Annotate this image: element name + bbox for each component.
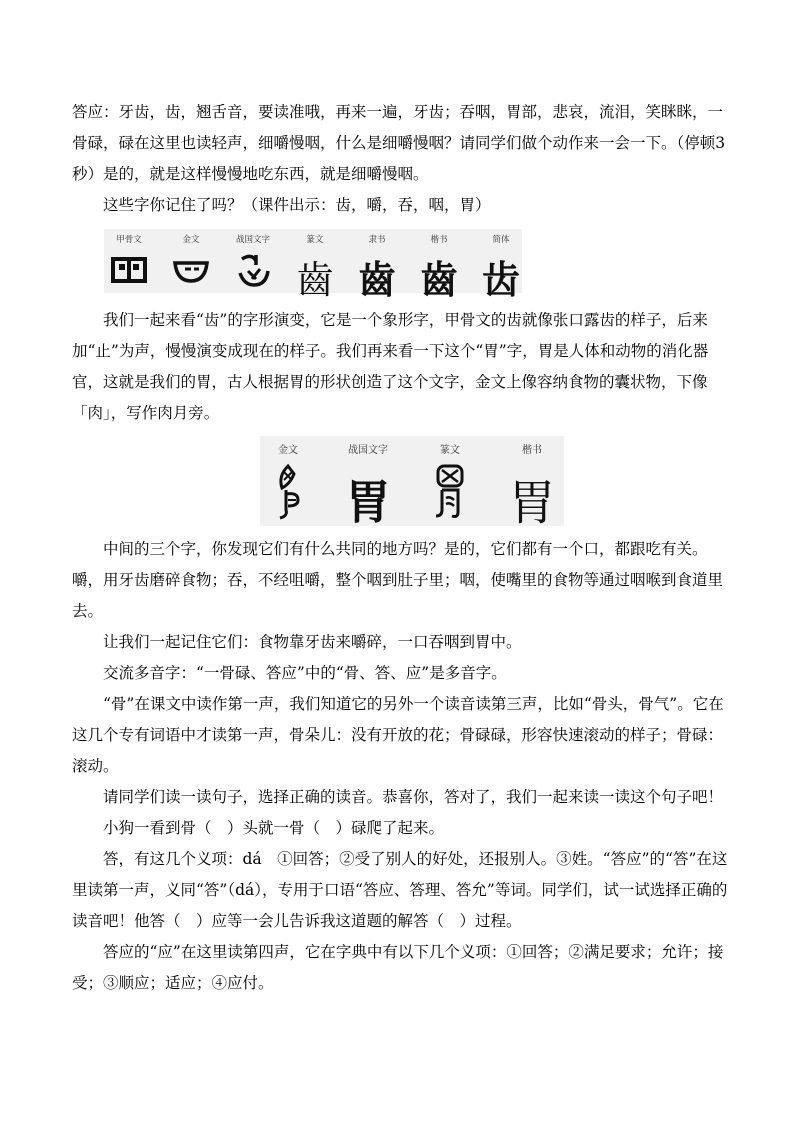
jinwen-chi-glyph: [171, 255, 211, 285]
paragraph-choose-reading: 请同学们读一读句子，选择正确的读音。恭喜你，答对了，我们一起来读一读这个句子吧！: [103, 788, 724, 806]
figure-wei-evolution: [260, 436, 564, 531]
paragraph-exercise-gu: 小狗一看到骨（ ）头就一骨（ ）碌爬了起来。: [103, 819, 445, 837]
zhanguo-chi-glyph: [234, 251, 274, 291]
jinwen-wei-glyph: [272, 462, 306, 520]
label-jiaguwen: 甲骨文: [116, 235, 142, 245]
paragraph-answer-pronunciation: 答应：牙齿，齿，翘舌音，要读准哦，再来一遍，牙齿；吞咽，胃部，悲哀，流泪，笑眯眯，一骨碌，碌在这里也读轻声，细嚼慢咽，什么是细嚼慢咽？请同学们做个动作来一会一下。（停顿3秒）是的，就是这样慢慢地吃东西，就是细嚼慢咽。: [72, 103, 726, 183]
figure-chi-evolution: [104, 229, 522, 302]
zhuanwen-wei-glyph: [430, 462, 470, 520]
paragraph-gu-reading: “骨”在课文中读作第一声，我们知道它的另外一个读音读第三声，比如“骨头，骨气”。它在这几个专有词语中才读第一声，骨朵儿：没有开放的花；骨碌碌，形容快速滚动的样子；骨碌：滚动。: [72, 695, 724, 775]
paragraph-polyphone-intro: 交流多音字：“一骨碌、答应”中的“骨、答、应”是多音字。: [103, 664, 507, 682]
zhuanwen-chi-glyph: 齒: [295, 258, 335, 302]
paragraph-da-meanings: 答，有这几个义项：dá ①回答；②受了别人的好处，还报别人。③姓。“答应”的“答”在这里读第一声，义同“答”（dá），专用于口语“答应、答理、答允”等词。同学们，试一试选择正确的读音吧！他答（ ）应等一会儿告诉我这道题的解答（ ）过程。: [72, 850, 728, 930]
label-kaishu: 楷书: [430, 235, 448, 245]
label-jinwen: 金文: [182, 235, 200, 245]
jianti-chi-glyph: 齿: [481, 257, 521, 302]
label-jinwen-wei: 金文: [278, 445, 298, 456]
paragraph-review-chars: 这些字你记住了吗？（课件出示：齿，嚼，吞，咽，胃）: [103, 196, 491, 214]
paragraph-chi-wei-explanation: 我们一起来看“齿”的字形演变，它是一个象形字，甲骨文的齿就像张口露齿的样子，后来加“止”为声，慢慢演变成现在的样子。我们再来看一下这个“胃”字，胃是人体和动物的消化器官，这就是我们的胃，古人根据胃的形状创造了这个文字，金文上像容纳食物的囊状物，下像「肉」，写作肉月旁。: [72, 311, 709, 422]
jiaguwen-chi-glyph: [109, 253, 149, 287]
label-zhanguo: 战国文字: [235, 235, 271, 245]
zhanguo-wei-glyph: 胃: [345, 475, 391, 529]
label-kaishu-wei: 楷书: [522, 445, 542, 456]
paragraph-memorize: 让我们一起记住它们：食物靠牙齿来嚼碎，一口吞咽到胃中。: [103, 633, 522, 651]
label-zhuanwen: 篆文: [306, 235, 324, 245]
paragraph-ying-meanings: 答应的“应”在这里读第四声，它在字典中有以下几个义项：①回答；②满足要求；允许；接受；③顺应；适应；④应付。: [72, 943, 724, 992]
label-jianti: 简体: [492, 235, 510, 245]
kaishu-wei-glyph: 胃: [507, 475, 557, 531]
kaishu-chi-glyph: 齒: [419, 257, 459, 302]
label-lishu: 隶书: [368, 235, 386, 245]
label-zhanguo-wei: 战国文字: [348, 445, 388, 456]
paragraph-common-feature: 中间的三个字，你发现它们有什么共同的地方吗？是的，它们都有一个口，都跟吃有关。嚼，用牙齿磨碎食物；吞，不经咀嚼，整个咽到肚子里；咽，使嘴里的食物等通过咽喉到食道里去。: [72, 540, 724, 620]
lishu-chi-glyph: 齒: [357, 257, 397, 302]
label-zhuanwen-wei: 篆文: [440, 445, 460, 456]
